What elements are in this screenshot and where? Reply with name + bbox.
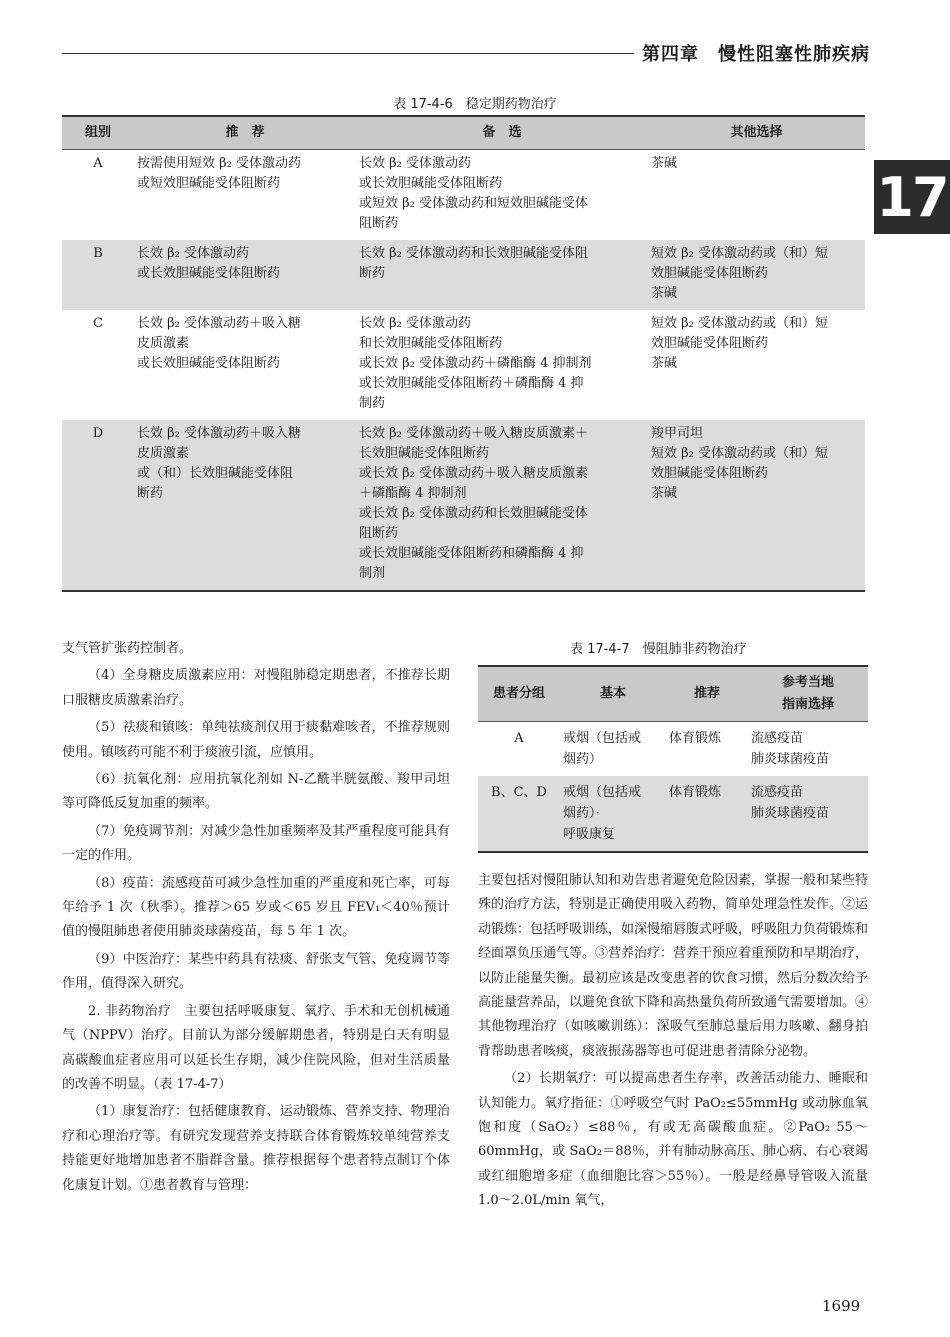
cell-line: 戒烟（包括戒 <box>563 785 642 800</box>
cell-line: 或短效胆碱能受体阻断药 <box>137 176 281 191</box>
cell-line: 制药 <box>359 396 386 411</box>
other-cell <box>648 240 865 310</box>
paragraph: （8）疫苗：流感疫苗可减少急性加重的严重度和死亡率，可每年给予 1 次（秋季）。推荐＞65 岁或＜65 岁且 FEV₁＜40％预计值的慢阻肺患者使用肺炎球菌疫苗，每 5 年 1 次。 <box>62 875 450 940</box>
cell-line: 断药 <box>137 486 164 501</box>
table-row <box>62 150 865 241</box>
cell-line: 按需使用短效 β₂ 受体激动药 <box>137 156 301 171</box>
cell-line: 戒烟（包括戒 <box>563 731 642 746</box>
recommended-cell <box>666 776 748 852</box>
paragraph: （9）中医治疗：某些中药具有祛痰、舒张支气管、免疫调节等作用，值得深入研究。 <box>62 951 450 992</box>
cell-line: 短效 β₂ 受体激动药或（和）短 <box>651 246 828 261</box>
group-cell: A <box>514 731 524 746</box>
cell-line: 长效胆碱能受体阻断药 <box>359 446 490 461</box>
cell-line: 或（和）长效胆碱能受体阻 <box>137 466 294 481</box>
cell-line: 效胆碱能受体阻断药 <box>651 266 769 281</box>
table-row <box>62 240 865 310</box>
basic-cell <box>560 776 666 852</box>
cell-line: 阻断药 <box>359 526 399 541</box>
table-row <box>62 310 865 420</box>
cell-line: 长效 β₂ 受体激动药和长效胆碱能受体阻 <box>359 246 588 261</box>
paragraph: （4）全身糖皮质激素应用：对慢阻肺稳定期患者，不推荐长期口服糖皮质激素治疗。 <box>62 668 450 708</box>
paragraph: （2）长期氧疗：可以提高患者生存率，改善活动能力、睡眠和认知能力。氧疗指征：①呼吸空气时 PaO₂≤55mmHg 或动脉血氧饱和度（SaO₂）≤88％，有或无高碳酸血症。②PaO₂ 55～60mmHg，或 SaO₂＝88％，并有肺动脉高压、肺心病、右心衰竭或红细胞增多症（血细胞比容＞55％）。一般是经鼻导管吸入流量 1.0～2.0L/min 氧气， <box>478 1071 868 1209</box>
table-row <box>478 776 868 852</box>
cell-line: 或长效胆碱能受体阻断药＋磷酯酶 4 抑 <box>359 376 584 391</box>
cell-line: 肺炎球菌疫苗 <box>751 806 830 821</box>
cell-line: 长效 β₂ 受体激动药 <box>359 316 471 331</box>
basic-cell <box>560 722 666 777</box>
cell-line: 体育锻炼 <box>669 731 722 746</box>
paragraph: （7）免疫调节剂：对减少急性加重频率及其严重程度可能具有一定的作用。 <box>62 823 450 864</box>
cell-line: 长效 β₂ 受体激动药 <box>359 156 471 171</box>
table2-header-row <box>478 666 868 722</box>
page-number: 1699 <box>822 1297 861 1315</box>
cell-line: 效胆碱能受体阻断药 <box>651 336 769 351</box>
other-cell <box>648 420 865 591</box>
cell-line: 茶碱 <box>651 356 678 371</box>
paragraph: （5）祛痰和镇咳：单纯祛痰剂仅用于痰黏难咳者，不推荐规则使用。镇咳药可能不利于痰液引流，应慎用。 <box>62 720 450 760</box>
table1-caption: 表 17-4-6 稳定期药物治疗 <box>393 97 557 112</box>
cell-line: 制剂 <box>359 566 386 581</box>
chapter-header-title: 第四章 慢性阻塞性肺疾病 <box>642 44 870 65</box>
cell-line: 肺炎球菌疫苗 <box>751 752 830 767</box>
cell-line: 或长效 β₂ 受体激动药和长效胆碱能受体 <box>359 506 588 521</box>
cell-line: 茶碱 <box>651 156 678 171</box>
non-drug-therapy-table <box>478 665 868 853</box>
table-row <box>478 722 868 777</box>
cell-line: 流感疫苗 <box>751 731 804 746</box>
cell-line: 长效 β₂ 受体激动药＋吸入糖 <box>137 426 301 441</box>
table-row <box>62 420 865 591</box>
cell-line: 断药 <box>359 266 386 281</box>
cell-line: 长效 β₂ 受体激动药＋吸入糖皮质激素＋ <box>359 426 588 441</box>
cell-line: 和长效胆碱能受体阻断药 <box>359 336 503 351</box>
header-line: 指南选择 <box>781 697 834 712</box>
recommended-cell <box>134 420 356 591</box>
cell-line: 阻断药 <box>359 216 399 231</box>
group-cell: D <box>62 420 134 591</box>
cell-line: 茶碱 <box>651 286 678 301</box>
right-text-column <box>478 869 868 1217</box>
cell-line: 或短效 β₂ 受体激动药和短效胆碱能受体 <box>359 196 588 211</box>
cell-line: 茶碱 <box>651 486 678 501</box>
cell-line: 或长效 β₂ 受体激动药＋磷酯酶 4 抑制剂 <box>359 356 592 371</box>
table2-header-basic: 基本 <box>560 666 666 722</box>
paragraph: （1）康复治疗：包括健康教育、运动锻炼、营养支持、物理治疗和心理治疗等。有研究发现营养支持联合体育锻炼较单纯营养支持能更好地增加患者不脂群含量。推荐根据每个患者特点制订个体化康复计划。①患者教育与管理： <box>62 1104 450 1193</box>
recommended-cell <box>134 150 356 241</box>
local-guideline-cell <box>748 776 868 852</box>
table1-header-row <box>62 116 865 150</box>
local-guideline-cell <box>748 722 868 777</box>
cell-line: 皮质激素 <box>137 336 190 351</box>
cell-line: 长效 β₂ 受体激动药＋吸入糖 <box>137 316 301 331</box>
cell-line: 体育锻炼 <box>669 785 722 800</box>
group-cell: B、C、D <box>478 776 560 852</box>
cell-line: 效胆碱能受体阻断药 <box>651 466 769 481</box>
cell-line: 短效 β₂ 受体激动药或（和）短 <box>651 316 828 331</box>
recommended-cell <box>134 240 356 310</box>
cell-line: 羧甲司坦 <box>651 426 704 441</box>
table1-header-alternative: 备 选 <box>356 116 648 150</box>
group-cell: C <box>93 316 103 331</box>
cell-line: 皮质激素 <box>137 446 190 461</box>
alternative-cell <box>356 420 648 591</box>
header-rule <box>62 53 634 54</box>
cell-line: 烟药）· <box>563 806 600 821</box>
cell-line: 烟药） <box>563 752 603 767</box>
paragraph: 主要包括对慢阻肺认知和劝告患者避免危险因素，掌握一般和某些特殊的治疗方法，特别是正确使用吸入药物，简单处理急性发作。②运动锻炼：包括呼吸训练，如深慢缩唇腹式呼吸，呼吸阻力负荷锻炼和经面罩负压通气等。③营养治疗：营养干预应着重预防和早期治疗，以防止能量失衡。最初应该是改变患者的饮食习惯，然后分数次给予高能量营养品，以避免食欲下降和高热量负荷所致通气需要增加。④其他物理治疗（如咳嗽训练）：深吸气至肺总量后用力咳嗽、翻身拍背帮助患者咳痰，痰液振荡器等也可促进患者清除分泌物。 <box>478 873 869 1059</box>
cell-line: 呼吸康复 <box>563 827 616 842</box>
paragraph: 支气管扩张药控制者。 <box>62 641 193 656</box>
table2-header-group: 患者分组 <box>478 666 560 722</box>
cell-line: 或长效 β₂ 受体激动药＋吸入糖皮质激素 <box>359 466 588 481</box>
left-text-column <box>62 637 450 1201</box>
alternative-cell <box>356 310 648 420</box>
chapter-tab: 17 <box>874 160 950 234</box>
table2-caption: 表 17-4-7 慢阻肺非药物治疗 <box>570 642 747 657</box>
recommended-cell <box>666 722 748 777</box>
other-cell <box>648 310 865 420</box>
header-line: 参考当地 <box>781 675 834 690</box>
cell-line: 流感疫苗 <box>751 785 804 800</box>
alternative-cell <box>356 150 648 241</box>
table1-header-group: 组别 <box>62 116 134 150</box>
other-cell <box>648 150 865 241</box>
paragraph: （6）抗氧化剂：应用抗氧化剂如 N-乙酰半胱氨酸、羧甲司坦等可降低反复加重的频率。 <box>62 772 450 812</box>
cell-line: 或长效胆碱能受体阻断药 <box>359 176 503 191</box>
cell-line: 长效 β₂ 受体激动药 <box>137 246 249 261</box>
table1-header-recommended: 推 荐 <box>134 116 356 150</box>
alternative-cell <box>356 240 648 310</box>
group-cell: A <box>93 156 103 171</box>
table2-header-local-guideline <box>748 666 868 722</box>
table2-header-recommended: 推荐 <box>666 666 748 722</box>
stable-phase-drug-table <box>62 115 865 592</box>
cell-line: 短效 β₂ 受体激动药或（和）短 <box>651 446 828 461</box>
cell-line: ＋磷酯酶 4 抑制剂 <box>359 486 467 501</box>
cell-line: 或长效胆碱能受体阻断药 <box>137 356 281 371</box>
recommended-cell <box>134 310 356 420</box>
table1-header-other: 其他选择 <box>648 116 865 150</box>
cell-line: 或长效胆碱能受体阻断药 <box>137 266 281 281</box>
cell-line: 或长效胆碱能受体阻断药和磷酯酶 4 抑 <box>359 546 584 561</box>
group-cell: B <box>62 240 134 310</box>
paragraph: 2. 非药物治疗 主要包括呼吸康复、氧疗、手术和无创机械通气（NPPV）治疗。目前认为部分缓解期患者，特别是白天有明显高碳酸血症者应用可以延长生存期，减少住院风险，但对生活质量的改善不明显。（表 17-4-7） <box>62 1003 450 1092</box>
